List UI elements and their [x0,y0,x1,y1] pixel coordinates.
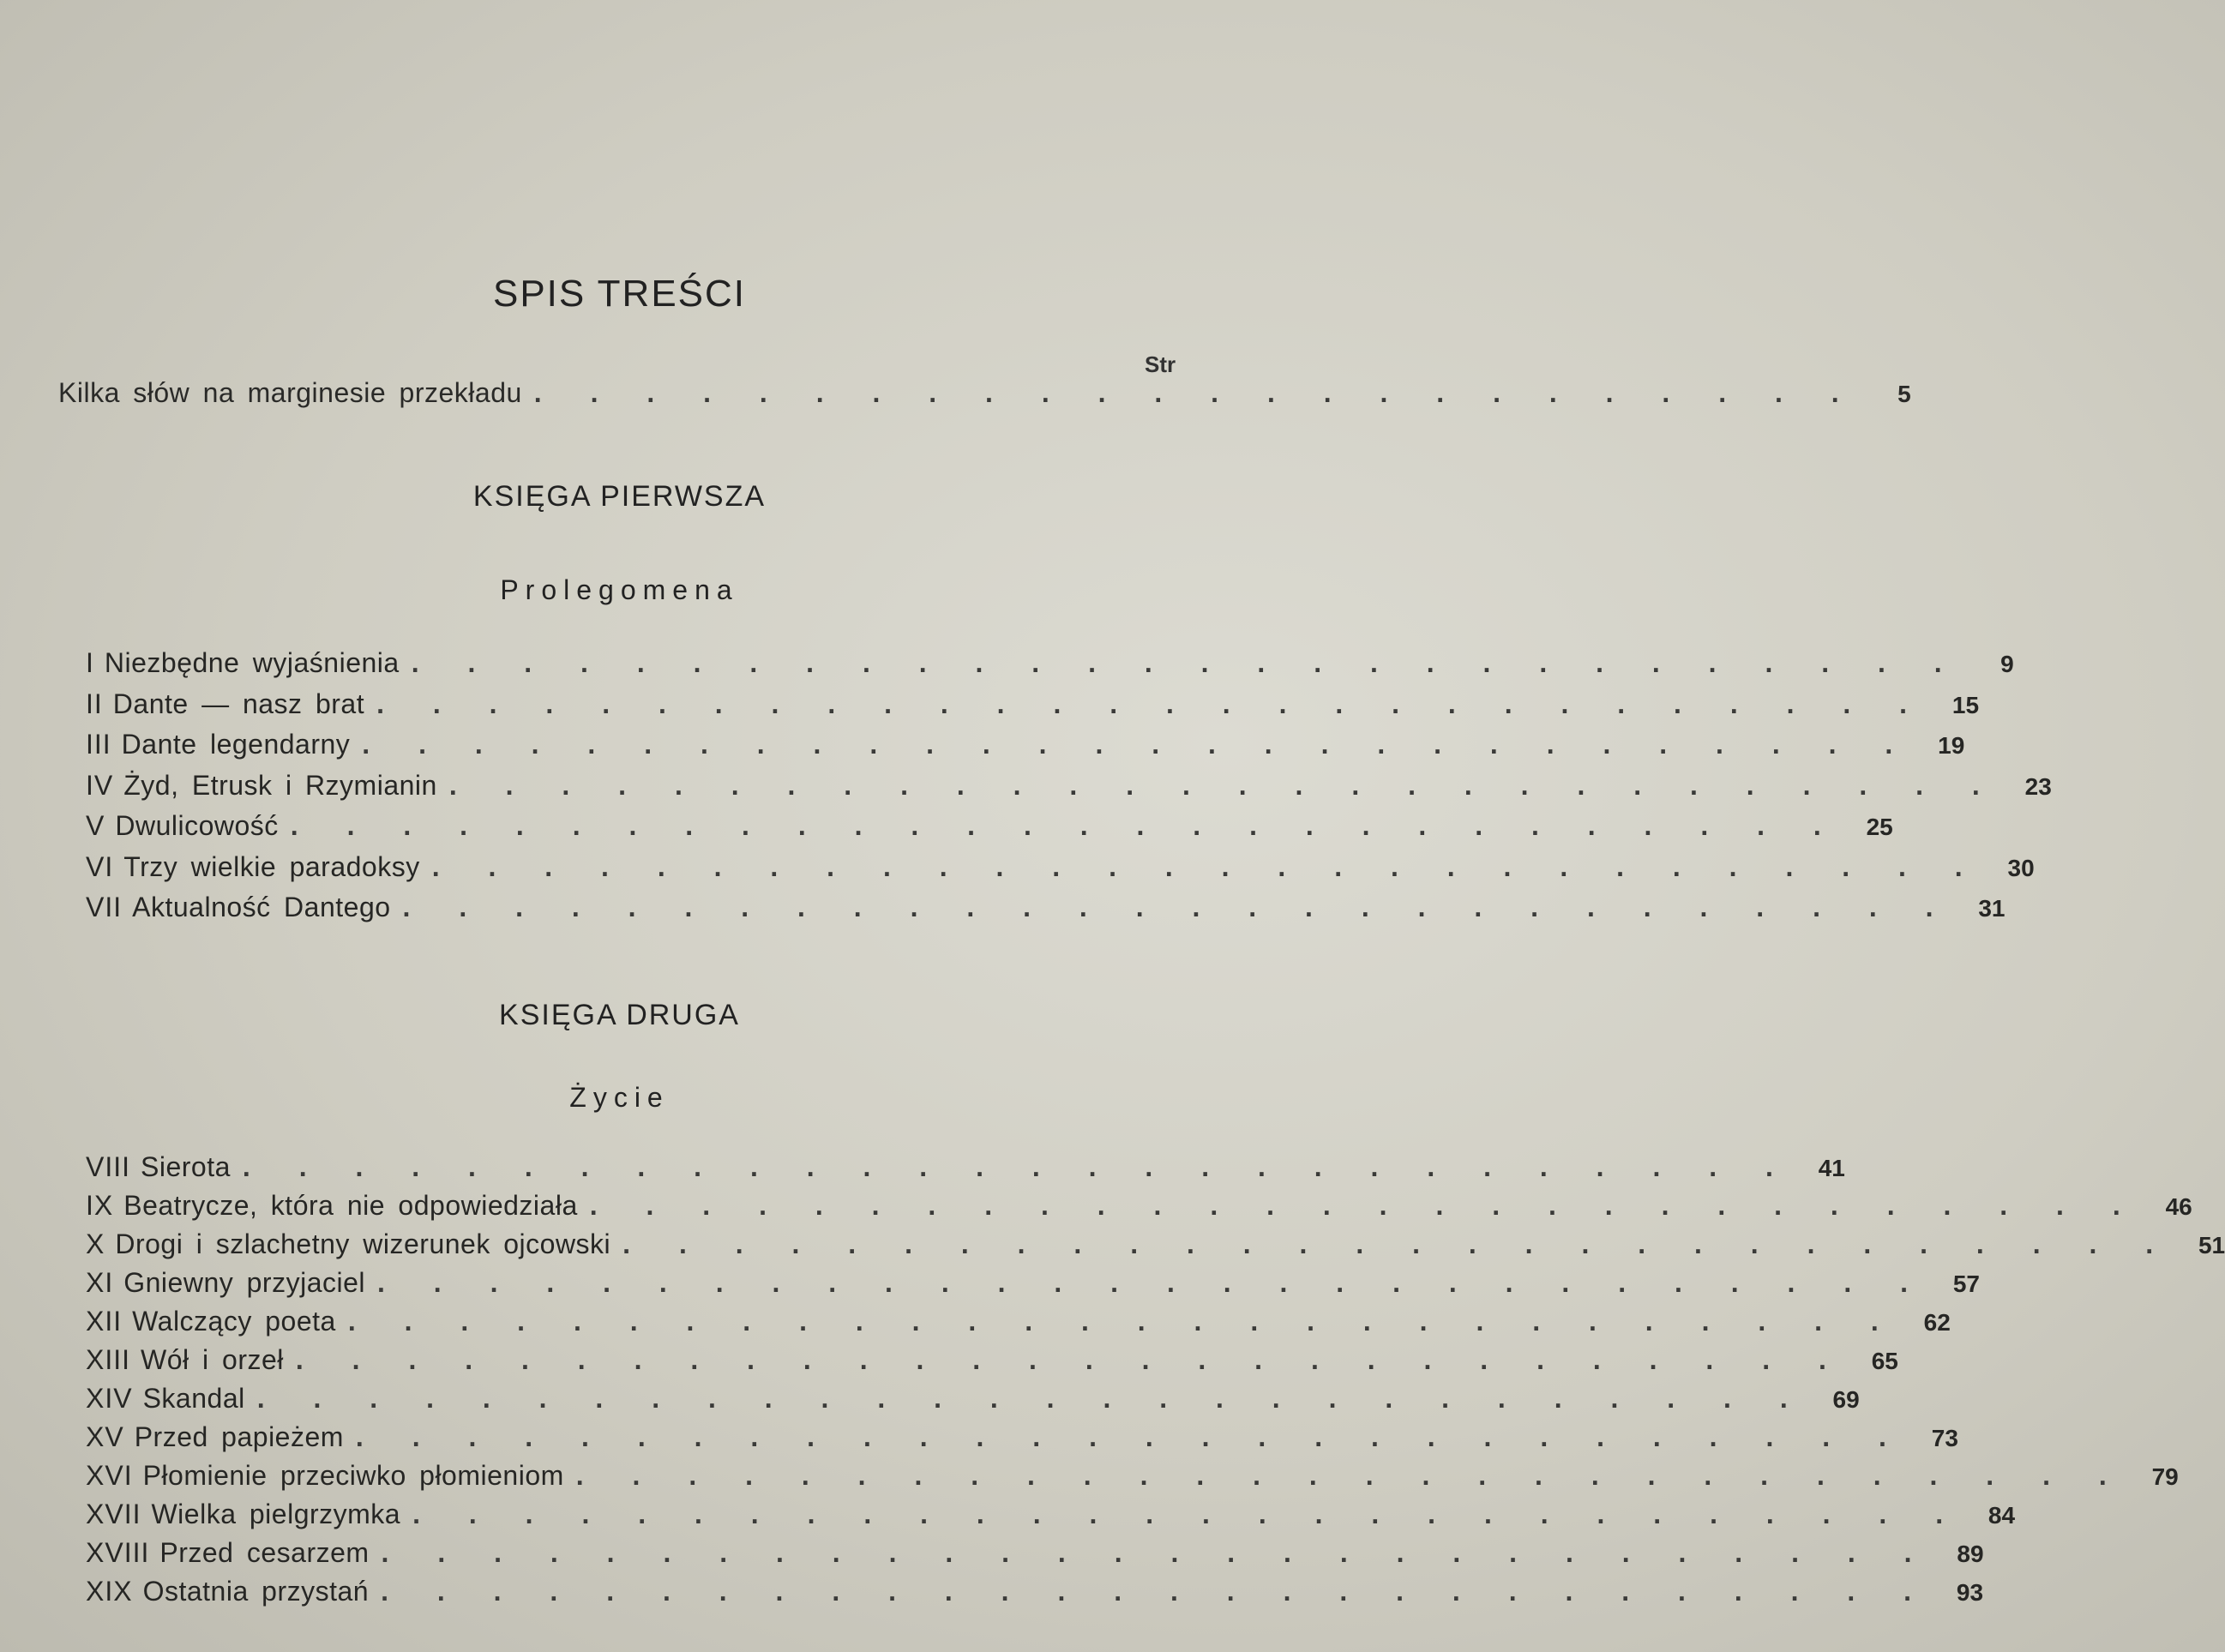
chapter-number: XVII [86,1499,141,1529]
chapter-title: Płomienie przeciwko płomieniom [142,1460,564,1491]
chapter-title: Żyd, Etrusk i Rzymianin [123,769,437,801]
chapter-title: Przed papieżem [134,1421,344,1452]
toc-entry [86,769,2052,802]
dot-leader: . . . . . . . . . . . . . . . . . . . . . . . . . . . . [381,1576,1933,1607]
toc-entry [86,1344,1898,1376]
chapter-title: Dante — nasz brat [112,688,365,719]
chapter-title: Wół i orzeł [141,1344,284,1375]
chapter-number: XI [86,1267,114,1298]
toc-entry [86,1267,1980,1299]
chapter-number: II [86,688,103,719]
chapter-title: Ostatnia przystań [142,1576,370,1607]
chapter-number: VI [86,850,114,882]
chapter-page: 84 [1987,1502,2016,1529]
chapter-page: 79 [2151,1463,2179,1490]
dot-leader: . . . . . . . . . . . . . . . . . . . . . . . . [533,377,1860,408]
toc-entry [86,1190,2192,1222]
toc-entry [86,1383,1860,1415]
toc-entry [86,1151,1845,1183]
toc-intro-entry [58,377,1911,409]
dot-leader: . . . . . . . . . . . . . . . . . . . . . . . . . . . . [295,1344,1847,1375]
toc-entry [86,892,2006,923]
chapter-page: 51 [2198,1232,2225,1259]
dot-leader: . . . . . . . . . . . . . . . . . . . . . . . . . . . . [362,729,1914,760]
chapter-number: X [86,1228,105,1259]
chapter-title: Gniewny przyjaciel [123,1267,365,1298]
toc-entry [86,647,2014,679]
chapter-number: XIII [86,1344,131,1375]
chapter-page: 30 [2007,854,2035,881]
chapter-number: IV [86,769,114,801]
chapter-number: IX [86,1190,114,1221]
toc-entry [86,1228,2225,1260]
book-subheading-1: Prolegomena [500,574,739,605]
toc-entry [86,1576,1984,1607]
dot-leader: . . . . . . . . . . . . . . . . . . . . . . . . . . . . [589,1190,2141,1221]
book-heading-1: KSIĘGA PIERWSZA [472,480,767,513]
chapter-number: XIX [86,1576,133,1607]
chapter-number: VII [86,892,123,922]
toc-entry [86,688,1980,720]
chapter-page: 69 [1832,1386,1860,1413]
dot-leader: . . . . . . . . . . . . . . . . . . . . . . . . . . . . [448,769,2000,801]
dot-leader: . . . . . . . . . . . . . . . . . . . . . . . . . . . . [381,1537,1933,1568]
chapter-page: 46 [2165,1193,2192,1220]
toc-entry [86,1537,1984,1569]
toc-entry [86,1306,1951,1337]
toc-entry [86,1499,2016,1530]
chapter-page: 23 [2024,772,2052,800]
chapter-page: 93 [1956,1579,1984,1606]
dot-leader: . . . . . . . . . . . . . . . . . . . . . . . . . . . . [431,850,1983,882]
chapter-number: XIV [86,1383,133,1414]
chapter-page: 65 [1871,1348,1898,1374]
dot-leader: . . . . . . . . . . . . . . . . . . . . . . . . . . . . [575,1460,2127,1491]
chapter-title: Walczący poeta [132,1306,336,1337]
chapter-page: 62 [1923,1309,1951,1336]
dot-leader: . . . . . . . . . . . . . . . . . . . . . . . . . . . . [622,1228,2174,1259]
toc-entry [86,1460,2179,1492]
chapter-page: 9 [2000,651,2014,677]
chapter-page: 41 [1818,1155,1845,1181]
book-heading-2: KSIĘGA DRUGA [499,999,740,1031]
toc-entry [86,729,1965,760]
chapter-title: Niezbędne wyjaśnienia [104,647,400,678]
dot-leader: . . . . . . . . . . . . . . . . . . . . . . . . . . . . [347,1306,1899,1337]
toc-entry-label: Kilka słów na marginesie przekładu [58,377,522,408]
chapter-number: VIII [86,1151,131,1182]
chapter-page: 19 [1938,732,1965,759]
chapter-number: XVIII [86,1537,150,1568]
chapter-number: XII [86,1306,123,1337]
toc-entry [86,1421,1958,1453]
page-column-label: Str [1145,351,1176,377]
chapter-title: Trzy wielkie paradoksy [123,850,420,882]
dot-leader: . . . . . . . . . . . . . . . . . . . . . . . . . . . . [256,1383,1808,1414]
dot-leader: . . . . . . . . . . . . . . . . . . . . . . . . . . . . [411,647,1963,678]
chapter-title: Aktualność Dantego [132,892,391,922]
chapter-number: XVI [86,1460,133,1491]
chapter-title: Drogi i szlachetny wizerunek ojcowski [115,1228,611,1259]
toc-entry-page: 5 [1897,381,1911,407]
chapter-page: 57 [1952,1271,1980,1297]
chapter-title: Beatrycze, która nie odpowiedziała [123,1190,578,1221]
chapter-title: Dwulicowość [115,810,279,841]
dot-leader: . . . . . . . . . . . . . . . . . . . . . . . . . . . . [377,1267,1928,1298]
chapter-title: Przed cesarzem [159,1537,370,1568]
chapter-number: V [86,810,105,841]
chapter-number: III [86,729,111,760]
chapter-page: 25 [1866,814,1893,840]
chapter-page: 15 [1951,691,1980,718]
chapter-page: 31 [1978,895,2006,922]
dot-leader: . . . . . . . . . . . . . . . . . . . . . . . . . . . . [242,1151,1794,1182]
dot-leader: . . . . . . . . . . . . . . . . . . . . . . . . . . . . [355,1421,1907,1452]
dot-leader: . . . . . . . . . . . . . . . . . . . . . . . . . . . . [290,810,1842,841]
chapter-title: Skandal [142,1383,245,1414]
dot-leader: . . . . . . . . . . . . . . . . . . . . . . . . . . . . [376,688,1928,719]
dot-leader: . . . . . . . . . . . . . . . . . . . . . . . . . . . . [412,1499,1964,1529]
chapter-page: 89 [1957,1541,1984,1567]
chapter-title: Wielka pielgrzymka [151,1499,401,1529]
chapter-page: 73 [1931,1425,1958,1451]
book-subheading-2: Życie [569,1082,670,1113]
chapter-number: XV [86,1421,124,1452]
toc-entry [86,850,2035,883]
page-title: SPIS TREŚCI [492,273,747,315]
chapter-title: Sierota [141,1151,231,1182]
chapter-title: Dante legendarny [121,729,351,760]
chapter-number: I [86,647,94,678]
dot-leader: . . . . . . . . . . . . . . . . . . . . . . . . . . . . [402,892,1954,922]
toc-entry [86,810,1893,842]
